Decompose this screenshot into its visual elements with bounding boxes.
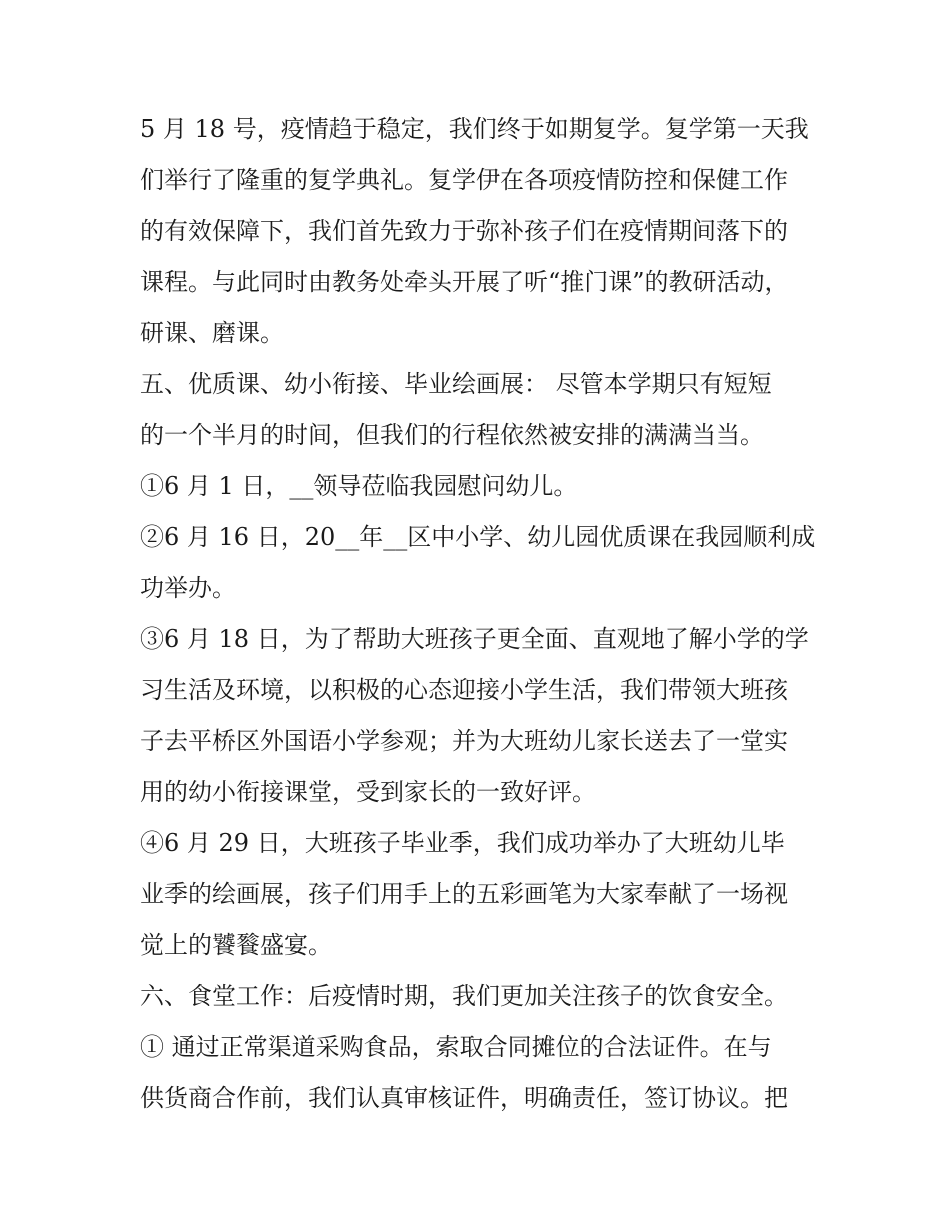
text-line: 的有效保障下，我们首先致力于弥补孩子们在疫情期间落下的 [140,217,788,245]
text-line: 们举行了隆重的复学典礼。复学伊在各项疫情防控和保健工作 [140,166,788,194]
text-line: 用的幼小衔接课堂，受到家长的一致好评。 [140,778,596,806]
text-line: 习生活及环境，以积极的心态迎接小学生活，我们带领大班孩 [140,676,788,704]
text-line: 供货商合作前，我们认真审核证件，明确责任，签订协议。把 [140,1084,788,1112]
text-line: 课程。与此同时由教务处牵头开展了听“推门课”的教研活动， [140,268,789,296]
list-item: ① 通过正常渠道采购食品，索取合同摊位的合法证件。在与 [140,1033,772,1061]
list-item: ①6 月 1 日，__领导莅临我园慰问幼儿。 [140,472,578,500]
section-heading-6: 六、食堂工作：后疫情时期，我们更加关注孩子的饮食安全。 [140,982,788,1010]
list-item: ④6 月 29 日，大班孩子毕业季，我们成功举办了大班幼儿毕 [140,829,785,857]
list-item: ③6 月 18 日，为了帮助大班孩子更全面、直观地了解小学的学 [140,625,809,653]
text-line: 业季的绘画展，孩子们用手上的五彩画笔为大家奉献了一场视 [140,880,788,908]
document-body [140,104,830,1124]
text-line: 觉上的饕餮盛宴。 [140,931,332,959]
text-line: 功举办。 [140,574,236,602]
text-line: 子去平桥区外国语小学参观；并为大班幼儿家长送去了一堂实 [140,727,788,755]
list-item: ②6 月 16 日，20__年__区中小学、幼儿园优质课在我园顺利成 [140,523,816,551]
section-heading-5: 五、优质课、幼小衔接、毕业绘画展： 尽管本学期只有短短 [140,370,772,398]
text-line: 研课、磨课。 [140,319,284,347]
text-line: 5 月 18 号，疫情趋于稳定，我们终于如期复学。复学第一天我 [140,115,809,143]
text-line: 的一个半月的时间，但我们的行程依然被安排的满满当当。 [140,421,764,449]
